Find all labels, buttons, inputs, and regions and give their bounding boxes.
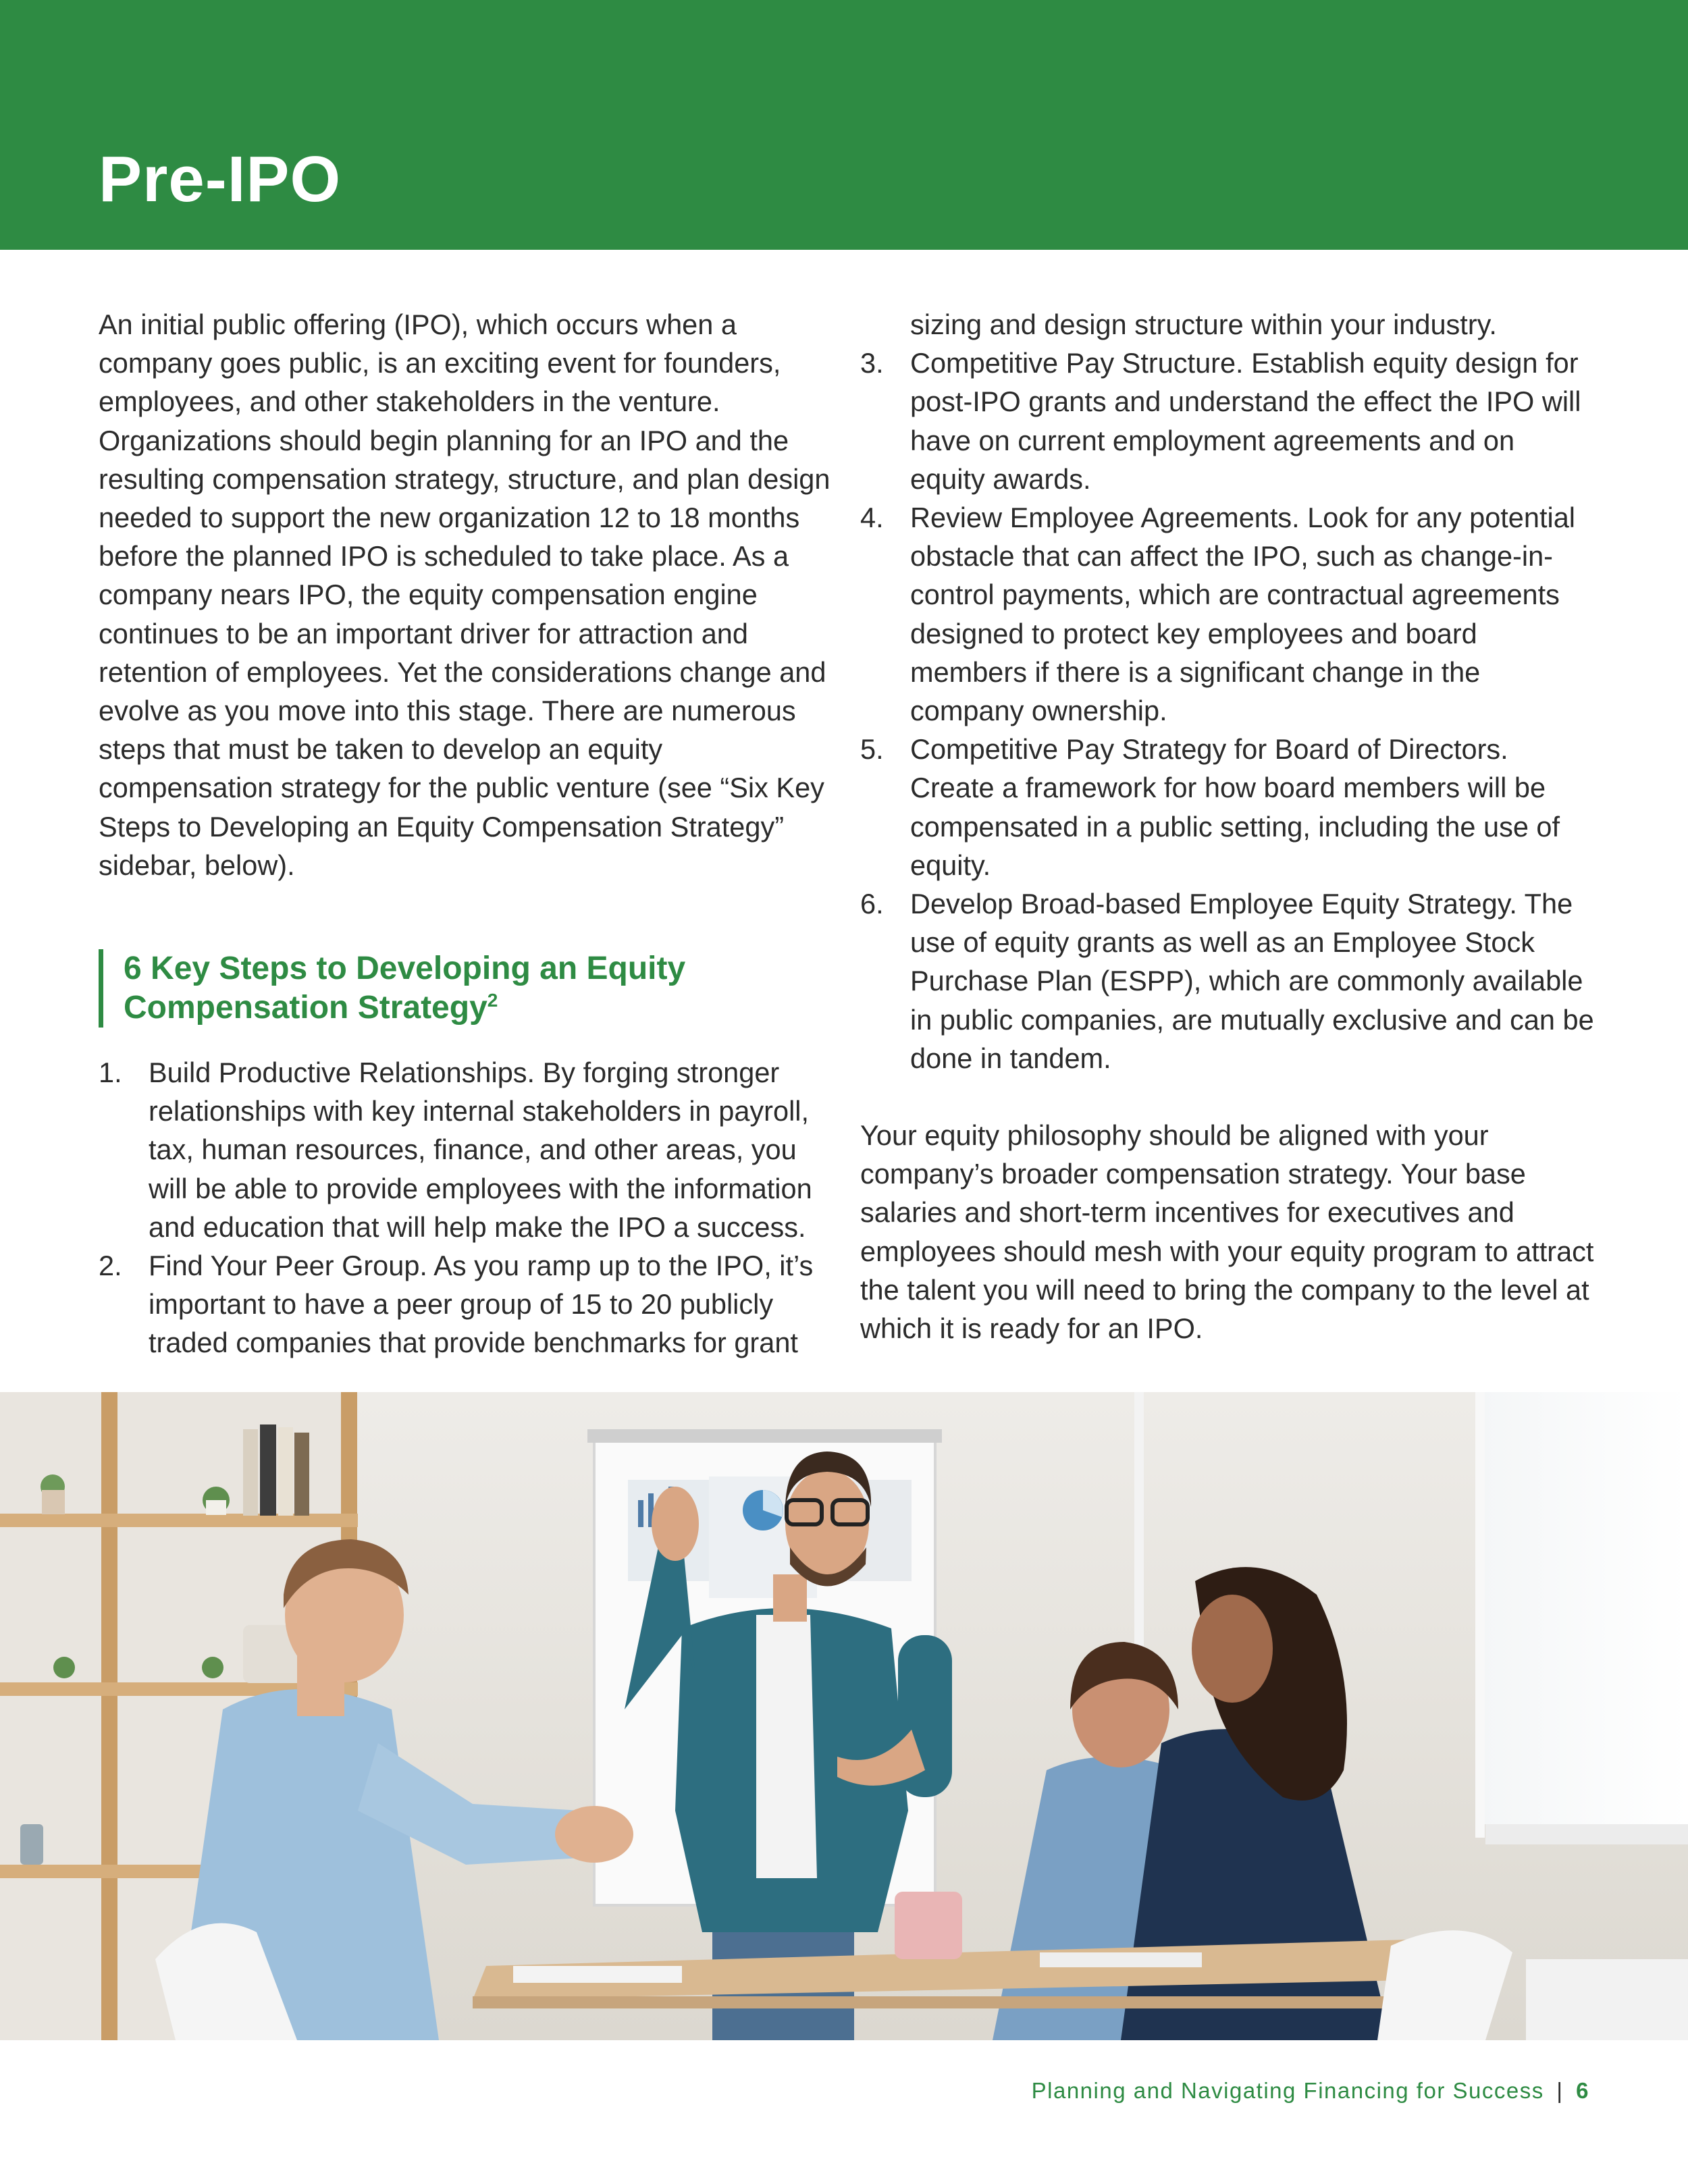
list-item [99,1246,836,1362]
step-text: Review Employee Agreements. Look for any potential obstacle that can affect the IPO, such as change-in-control payments, which are contractual agreements designed to protect key employees and board members if there is a significant change in the company ownership. [910,502,1576,727]
list-item [860,498,1596,730]
step-text: Competitive Pay Structure. Establish equity design for post-IPO grants and understand the effect the IPO will have on current employment agreements and on equity awards. [910,347,1581,495]
step-number: 5. [860,733,884,766]
page-number: 6 [1576,2078,1589,2103]
list-item [860,344,1596,498]
list-item [99,1053,836,1246]
step-text: Competitive Pay Strategy for Board of Directors. Create a framework for how board members will be compensated in a public setting, including the use of equity. [910,733,1560,881]
photo-illustration [0,1392,1688,2040]
step-number: 6. [860,888,884,920]
list-item [860,730,1596,884]
left-column [99,305,836,1362]
step-text: Develop Broad-based Employee Equity Strategy. The use of equity grants as well as an Employee Stock Purchase Plan (ESPP), which are commonly available in public companies, are mutually exclusive and can be done in tandem. [910,888,1594,1074]
step-text: Build Productive Relationships. By forging stronger relationships with key internal stakeholders in payroll, tax, human resources, finance, and other areas, you will be able to provide employees with the information and education that will help make the IPO a success. [149,1057,812,1243]
office-meeting-photo [0,1392,1688,2040]
step-number: 2. [99,1250,122,1282]
step-number: 1. [99,1057,122,1089]
footnote-marker: 2 [487,990,498,1011]
sidebar-heading-text: 6 Key Steps to Developing an Equity Compensation Strategy [124,951,686,1026]
page-footer [1032,2078,1589,2104]
step-number: 3. [860,347,884,379]
footer-title: Planning and Navigating Financing for Success [1031,2078,1544,2103]
step-number: 4. [860,502,884,534]
step-2-continued: sizing and design structure within your industry. [910,309,1497,340]
intro-paragraph: An initial public offering (IPO), which occurs when a company goes public, is an exciting event for founders, employees, and other stakeholders in the venture. Organizations should begin planning for an IPO and the resulting compensation strategy, structure, and plan design needed to support the new organization 12 to 18 months before the planned IPO is scheduled to take place. As a company nears IPO, the equity compensation engine continues to be an important driver for attraction and retention of employees. Yet the considerations change and evolve as you move into this stage. There are numerous steps that must be taken to develop an equity compensation strategy for the public venture (see “Six Key Steps to Developing an Equity Compensation Strategy” sidebar, below). [99,309,830,881]
list-item [860,884,1596,1077]
right-column [860,305,1596,1348]
step-text: Find Your Peer Group. As you ramp up to the IPO, it’s important to have a peer group of 15 to 20 publicly traded companies that provide benchmarks for grant [149,1250,814,1359]
page-title: Pre-IPO [99,143,342,215]
sidebar-heading [99,949,836,1028]
steps-list [99,1053,836,1362]
footer-separator: | [1556,2078,1564,2103]
closing-paragraph: Your equity philosophy should be aligned with your company’s broader compensation strategy. Your base salaries and short-term incentives for executives and employees should mesh with your equity program to attract the talent you will need to bring the company to the level at which it is ready for an IPO. [860,1119,1594,1345]
steps-list-continued [860,344,1596,1077]
header-banner [0,0,1688,250]
